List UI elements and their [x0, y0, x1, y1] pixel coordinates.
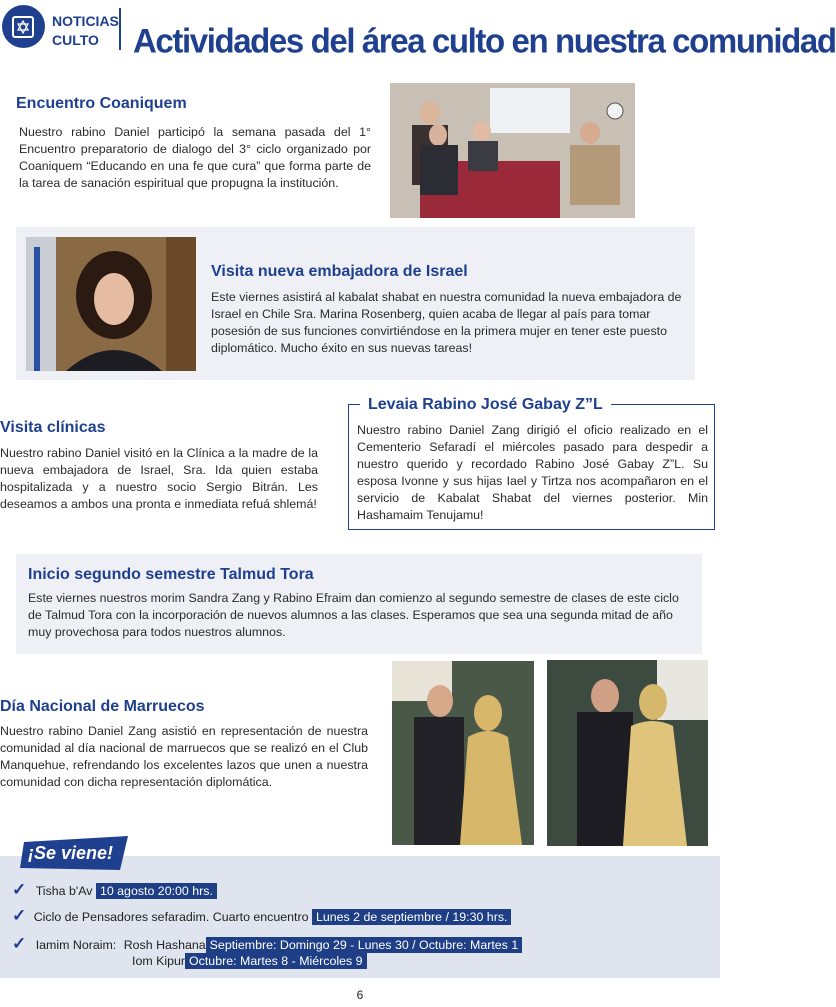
- se-viene-label: ¡Se viene!: [28, 843, 114, 863]
- se-viene-badge: [20, 836, 130, 872]
- section-badge-icon: [2, 5, 45, 48]
- check-icon: ✓: [12, 934, 27, 953]
- kicker-line-2: CULTO: [52, 32, 99, 48]
- article-body: Este viernes nuestros morim Sandra Zang y Rabino Efraim dan comienzo al segundo semestre de clases de este ciclo de Talmud Tora con la incorporación de nuevos alumnos a las clases. Esperamos que sea una segunda mitad de año muy provechosa para todos nuestros alumnos.: [28, 591, 679, 639]
- event-item-iamim-noraim: [12, 934, 522, 954]
- header-divider: [119, 8, 121, 50]
- event-item-iom-kipur: [132, 954, 367, 968]
- article-body: Nuestro rabino Daniel participó la semana pasada del 1° Encuentro preparatorio de dialogo del 3° ciclo organizado por Coaniquem “Educando en una fe que cura” que forma parte de la tarea de sanación espiritual que propugna la institución.: [19, 125, 371, 190]
- page-title: Actividades del área culto en nuestra comunidad: [133, 21, 836, 60]
- event-item-tisha: [12, 880, 217, 900]
- article-title: Encuentro Coaniquem: [16, 95, 187, 112]
- section-kicker: [52, 12, 119, 50]
- embajadora-photo: [26, 237, 196, 371]
- article-talmud: [16, 554, 702, 654]
- article-title: Inicio segundo semestre Talmud Tora: [28, 566, 314, 583]
- article-title: Visita nueva embajadora de Israel: [211, 263, 468, 280]
- marruecos-photo-2: [547, 660, 708, 846]
- article-embajadora: [16, 227, 695, 380]
- event-date: Septiembre: Domingo 29 - Lunes 30 / Octubre: Martes 1: [206, 937, 523, 953]
- event-label: Tisha b'Av: [35, 884, 93, 898]
- article-body: Este viernes asistirá al kabalat shabat en nuestra comunidad la nueva embajadora de Israel en Chile Sra. Marina Rosenberg, quien acaba de llegar al país para tomar posesión de sus funciones convirtiéndose en la primera mujer en tener este puesto diplomático. Mucho éxito en sus nuevas tareas!: [211, 290, 682, 355]
- event-date: Octubre: Martes 8 - Miércoles 9: [185, 953, 367, 969]
- check-icon: ✓: [12, 880, 27, 899]
- event-date: 10 agosto 20:00 hrs.: [96, 883, 217, 899]
- event-item-pensadores: [12, 906, 511, 926]
- event-label: Iamim Noraim:: [35, 938, 117, 952]
- article-clinicas: [0, 418, 322, 513]
- article-coaniquem: [16, 94, 376, 192]
- article-body: Nuestro rabino Daniel Zang asistió en representación de nuestra comunidad al día nacional de marruecos que se realizó en el Club Manquehue, refrendando los excelentes lazos que unen a nuestra comunidad con dicha representación diplomática.: [0, 724, 368, 789]
- levaia-body: Nuestro rabino Daniel Zang dirigió el oficio realizado en el Cementerio Sefaradí el miércoles pasado para despedir a nuestro querido y recordado Rabino José Gabay Z”L. Su esposa Ivonne y sus hijas Iael y Tirtza nos acompañaron en el servicio de Kabalat Shabat del viernes posterior. Min Hashamaim Tenujamu!: [357, 423, 708, 522]
- marruecos-photo-1: [392, 661, 534, 845]
- article-title: Levaia Rabino José Gabay Z”L: [368, 396, 603, 413]
- article-marruecos: [0, 697, 372, 791]
- page-number: 6: [356, 988, 364, 1002]
- article-title: Visita clínicas: [0, 419, 106, 436]
- levaia-title-wrap: [360, 395, 611, 415]
- kicker-line-1: NOTICIAS: [52, 13, 119, 29]
- event-sub-label: Rosh Hashana: [123, 938, 206, 952]
- coaniquem-photo: [390, 83, 635, 218]
- book-icon: [12, 16, 34, 38]
- article-title: Día Nacional de Marruecos: [0, 698, 205, 715]
- event-sub-label: Iom Kipur: [132, 954, 186, 968]
- check-icon: ✓: [12, 906, 27, 925]
- event-date: Lunes 2 de septiembre / 19:30 hrs.: [312, 909, 512, 925]
- article-body: Nuestro rabino Daniel visitó en la Clínica a la madre de la nueva embajadora de Israel, Sra. Ida quien estaba hospitalizada y a nuestro socio Sergio Bitrán. Les deseamos a ambos una pronta e inmediata refuá shlemá!: [0, 446, 318, 511]
- event-label: Ciclo de Pensadores sefaradim. Cuarto encuentro: [33, 910, 309, 924]
